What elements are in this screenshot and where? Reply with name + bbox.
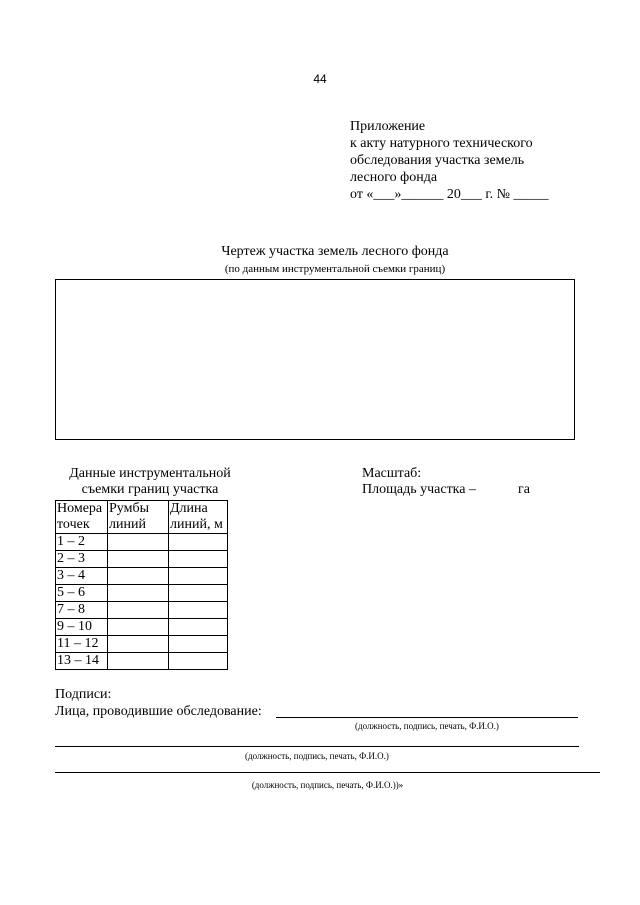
page-number: 44	[313, 72, 327, 86]
scale-label: Масштаб:	[362, 466, 422, 481]
length-cell[interactable]	[169, 551, 228, 568]
signature-caption-2: (должность, подпись, печать, Ф.И.О.)	[245, 751, 389, 761]
table-row	[56, 602, 228, 619]
signatures-heading: Подписи:	[55, 687, 112, 702]
header-bearings: Румбы линий	[108, 501, 169, 534]
table-row	[56, 534, 228, 551]
point-cell: 5 – 6	[56, 585, 108, 602]
point-cell: 1 – 2	[56, 534, 108, 551]
scale-block	[362, 466, 530, 498]
table-header-row	[56, 501, 228, 534]
survey-title-line-2: съемки границ участка	[81, 482, 219, 497]
table-row	[56, 568, 228, 585]
point-cell: 9 – 10	[56, 619, 108, 636]
table-row	[56, 551, 228, 568]
table-row	[56, 653, 228, 670]
survey-table	[55, 500, 228, 670]
length-cell[interactable]	[169, 585, 228, 602]
length-cell[interactable]	[169, 568, 228, 585]
survey-data-title	[55, 466, 245, 498]
appendix-line-2: к акту натурного технического	[350, 136, 533, 151]
signature-line-3[interactable]	[55, 772, 600, 773]
appendix-line-1: Приложение	[350, 119, 426, 134]
length-cell[interactable]	[169, 602, 228, 619]
bearing-cell[interactable]	[108, 568, 169, 585]
point-cell: 3 – 4	[56, 568, 108, 585]
area-unit: га	[518, 482, 530, 497]
length-cell[interactable]	[169, 653, 228, 670]
point-cell: 7 – 8	[56, 602, 108, 619]
drawing-subtitle: (по данным инструментальной съемки границ)	[224, 263, 446, 275]
appendix-line-4: лесного фонда	[350, 170, 438, 185]
area-row	[362, 482, 530, 498]
appendix-line-3: обследования участка земель	[350, 153, 525, 168]
signature-line-1[interactable]	[276, 717, 578, 718]
table-row	[56, 636, 228, 653]
bearing-cell[interactable]	[108, 636, 169, 653]
persons-label: Лица, проводившие обследование:	[55, 704, 262, 719]
point-cell: 2 – 3	[56, 551, 108, 568]
signature-caption-1: (должность, подпись, печать, Ф.И.О.)	[355, 721, 499, 731]
table-row	[56, 619, 228, 636]
bearing-cell[interactable]	[108, 619, 169, 636]
length-cell[interactable]	[169, 636, 228, 653]
length-cell[interactable]	[169, 619, 228, 636]
bearing-cell[interactable]	[108, 585, 169, 602]
signature-caption-3: (должность, подпись, печать, Ф.И.О.))»	[251, 780, 404, 790]
bearing-cell[interactable]	[108, 653, 169, 670]
signature-line-2[interactable]	[55, 746, 579, 747]
bearing-cell[interactable]	[108, 551, 169, 568]
bearing-cell[interactable]	[108, 534, 169, 551]
header-points: Номера точек	[56, 501, 108, 534]
table-row	[56, 585, 228, 602]
length-cell[interactable]	[169, 534, 228, 551]
survey-title-line-1: Данные инструментальной	[69, 466, 231, 481]
drawing-area	[55, 279, 575, 440]
header-length: Длина линий, м	[169, 501, 228, 534]
point-cell: 11 – 12	[56, 636, 108, 653]
point-cell: 13 – 14	[56, 653, 108, 670]
drawing-title: Чертеж участка земель лесного фонда	[221, 244, 449, 259]
bearing-cell[interactable]	[108, 602, 169, 619]
area-label: Площадь участка –	[362, 482, 476, 497]
appendix-block	[350, 118, 548, 203]
appendix-line-5: от «___»______ 20___ г. № _____	[350, 187, 549, 202]
